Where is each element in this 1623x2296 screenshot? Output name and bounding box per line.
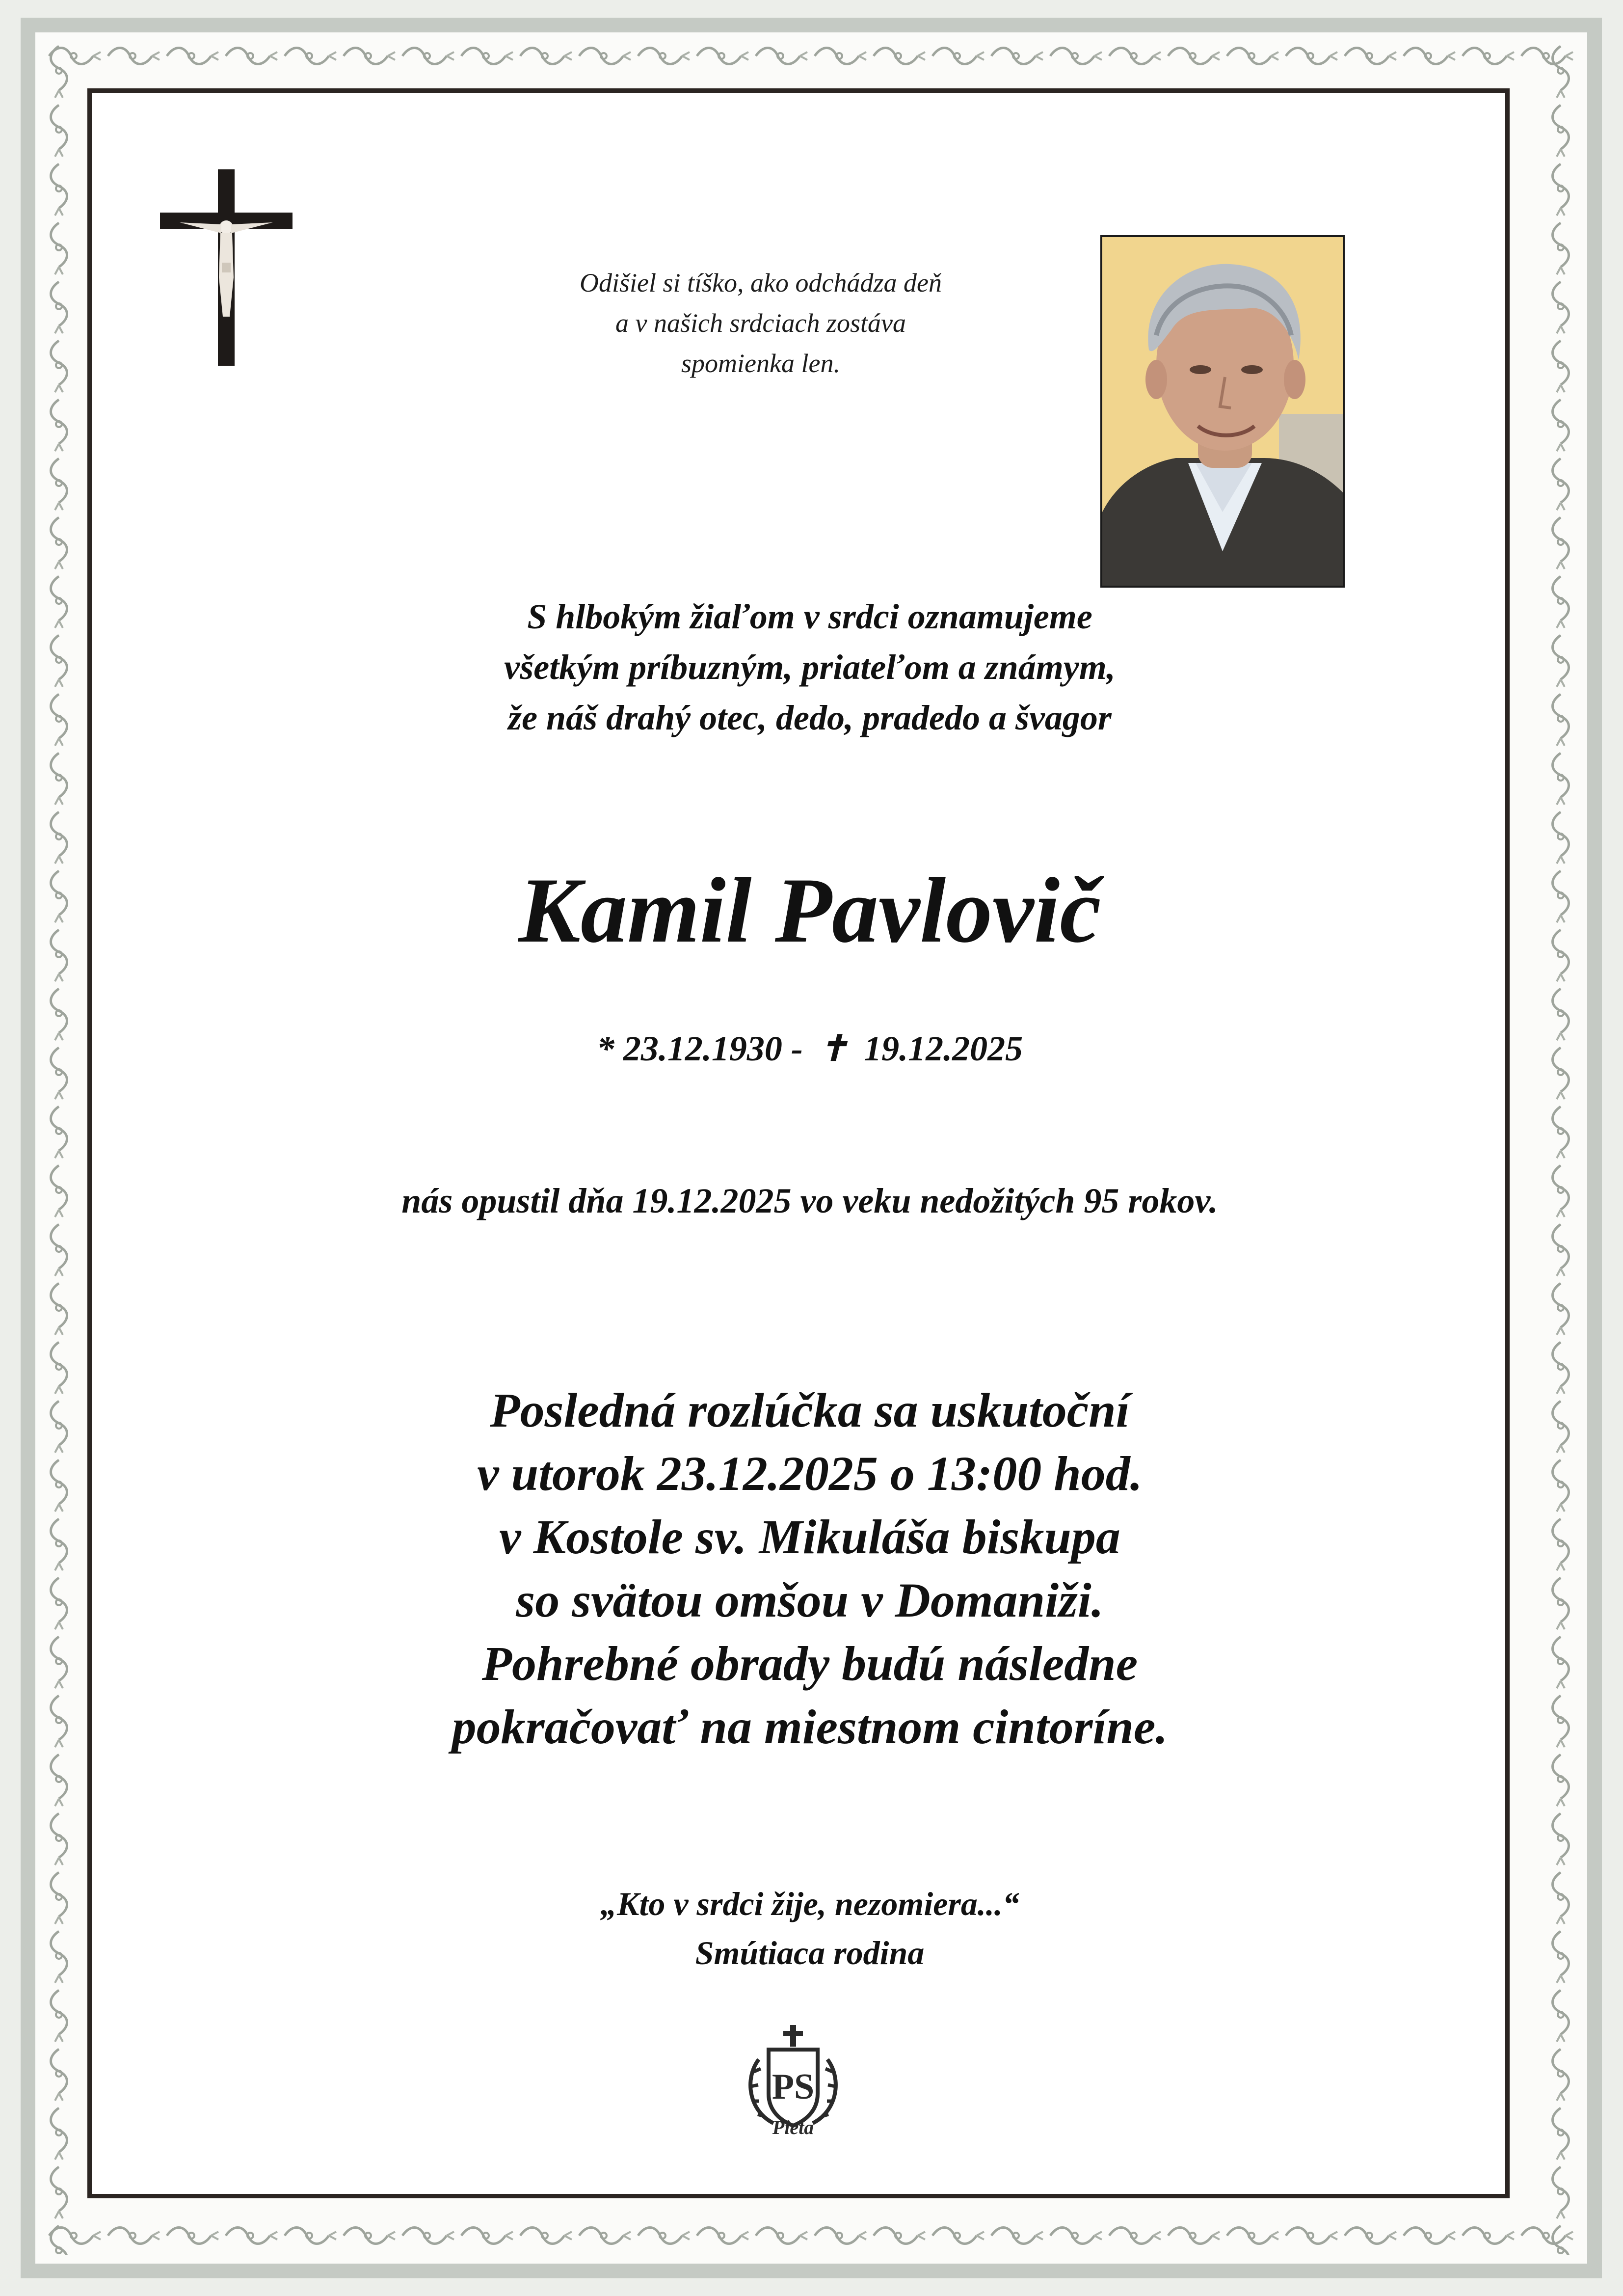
deceased-name: Kamil Pavlovič xyxy=(518,859,1101,962)
crucifix-icon xyxy=(160,169,293,366)
portrait-photo xyxy=(1100,235,1345,588)
motto-verse: Odišiel si tíško, ako odchádza deň a v našich srdciach zostáva spomienka len. xyxy=(580,268,942,378)
funeral-details: Posledná rozlúčka sa uskutoční v utorok 23.12.2025 o 13:00 hod. v Kostole sv. Mikuláša biskupa so svätou omšou v Domaniži. Pohrebné obrady budú následne pokračovať na miestnom cintoríne. xyxy=(452,1383,1168,1754)
announcement-text: S hlbokým žiaľom v srdci oznamujeme všetkým príbuzným, priateľom a známym, že náš drahý otec, dedo, pradedo a švagor xyxy=(504,597,1116,737)
memorial-quote: „Kto v srdci žije, nezomiera...“ xyxy=(600,1885,1019,1922)
death-cross-icon: ✝ xyxy=(818,1029,849,1068)
portrait-image xyxy=(1102,237,1343,586)
passed-away-line: nás opustil dňa 19.12.2025 vo veku nedožitých 95 rokov. xyxy=(401,1181,1218,1220)
logo-name: Pieta xyxy=(772,2116,814,2138)
logo-monogram: PS xyxy=(772,2067,815,2107)
life-dates xyxy=(319,1025,1301,1072)
birth-symbol: * xyxy=(596,1029,614,1068)
signature: Smútiaca rodina xyxy=(695,1934,925,1972)
death-date: 19.12.2025 xyxy=(864,1029,1023,1068)
date-separator: - xyxy=(791,1029,803,1068)
birth-date: 23.12.1930 xyxy=(623,1029,782,1068)
